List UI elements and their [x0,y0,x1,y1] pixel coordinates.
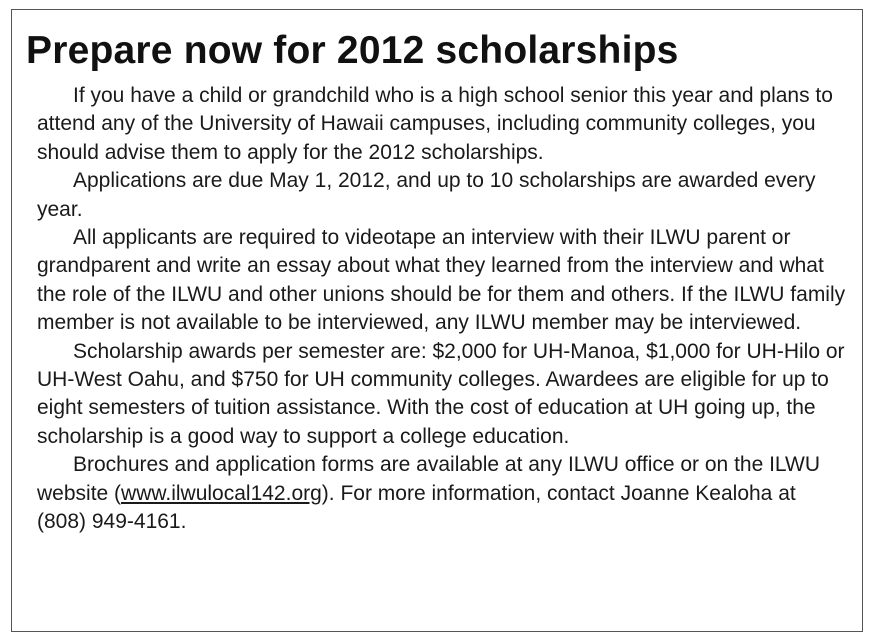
website-link[interactable]: www.ilwulocal142.org [121,481,322,505]
paragraph-contact [37,451,847,536]
paragraph-due-date: Applications are due May 1, 2012, and up to 10 scholarships are awarded every year. [37,169,816,221]
paragraph-child-senior: If you have a child or grandchild who is a high school senior this year and plans to attend any of the University of Hawaii campuses, including community colleges, you should advise them to apply for the 2012 scholarships. [37,84,833,164]
paragraph-awards: Scholarship awards per semester are: $2,000 for UH-Manoa, $1,000 for UH-Hilo or UH-West Oahu, and $750 for UH community colleges. Awardees are eligible for up to eight semesters of tuition assistance. With the cost of education at UH going up, the scholarship is a good way to support a college education. [37,339,845,448]
article-body [37,82,847,537]
paragraph-requirements: All applicants are required to videotape an interview with their ILWU parent or grandparent and write an essay about what they learned from the interview and what the role of the ILWU and other unions should be for them and others. If the ILWU family member is not available to be interviewed, any ILWU member may be interviewed. [37,226,846,335]
headline: Prepare now for 2012 scholarships [26,29,679,72]
contact-text-after-link: ). For more information, contact Joanne Kealoha at (808) 949-4161. [37,481,796,534]
contact-text-before-link: Brochures and application forms are available at any ILWU office or on the ILWU website ( [37,453,821,505]
